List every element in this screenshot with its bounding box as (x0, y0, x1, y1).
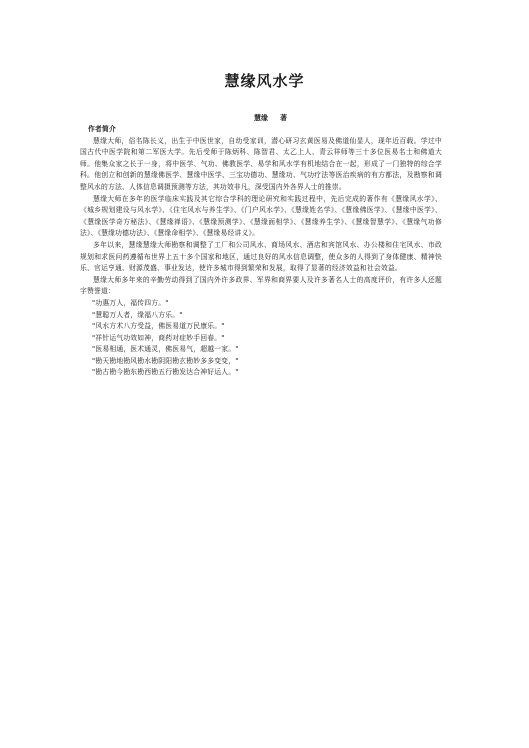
paragraph: 慧缘大师在多年的医学临床实践及其它综合学科的理论研究和实践过程中，先后完成的著作有《慧缘风水学》、《城乡规划建设与风水学》、《住宅风水与养生学》、《门户风水学》、《慧缘姓名学》、《慧缘佛医学》、《慧缘中医学》、《慧缘医学奇方秘法》、《慧缘禅语》、《慧缘预测学》、《慧缘面相学》、《慧缘养生学》、《慧缘智慧学》、《慧缘气功修法》、《慧缘功德功法》、《慧缘命相学》、《慧缘易经讲义》。 (80, 194, 442, 238)
paragraph: 多年以来，慧缘慧缘大师勘察和调整了工厂和公司风水、商场风水、酒店和宾馆风水、办公楼和住宅风水、市政规划和求医问药遵循布世界上五十多个国家和地区，通过良好的风水信息调整，使众多的人得到了身体健康、精神快乐、官运亨通、财源茂盛、事业发达，使许多城市得到繁荣和发展，取得了显著的经济效益和社会效益。 (80, 240, 442, 273)
document-title: 慧缘风水学 (224, 72, 305, 90)
author-role: 著 (280, 114, 287, 122)
document-body (80, 124, 442, 379)
quote-line: "慧聪万人者，缘福八方乐。" (92, 310, 183, 319)
quote-line: "祥针运气功效如神，商药对症妙手回春。" (92, 333, 225, 342)
quote-line: "勘天勘地勘风勘水勘阴阳勘玄勘妙多多变变，" (92, 356, 239, 365)
quote-line: "风水方术八方受益，佛医易道万民康乐。" (92, 322, 225, 331)
paragraph: 慧缘大师多年来的辛勤劳动得到了国内外许多政界、军界和商界要人及许多著名人士的高度评价，有许多人还题字赞誉道： (80, 275, 442, 296)
quote-line: "功惠万人，福传四方。" (92, 298, 169, 307)
author-line (254, 113, 287, 123)
quote-line: "勘古勘今勘东勘西勘五行勘发达合神好运人。" (92, 368, 239, 377)
author-name: 慧缘 (254, 114, 268, 122)
quote-line: "医易相通，医术通灵，佛医易气，超越一家。" (92, 345, 239, 354)
section-heading: 作者简介 (88, 125, 116, 133)
paragraph: 慧缘大师，俗名陈长义，出生于中医世家，自幼受家训，潜心研习玄黄医易及佛道仙显人，现年近百载。学过中国古代中医学院和第二军医大学。先后受师于陈炳科、陈智君、太乙上人、青云祥师等三十多位医易名士和佛道大师。他集众家之长于一身，将中医学、气功、佛教医学、易学和风水学有机地结合在一起，形成了一门独特的综合学科。他创立和创新的慧缘佛医学、慧缘中医学、三宝功德功、慧缘功、气功疗法等医治疾病的有方都法，及勘察和调整风水的方法、人体信息调摄预测等方法，其功效非凡，深受国内外各界人士的推崇。 (80, 136, 442, 191)
